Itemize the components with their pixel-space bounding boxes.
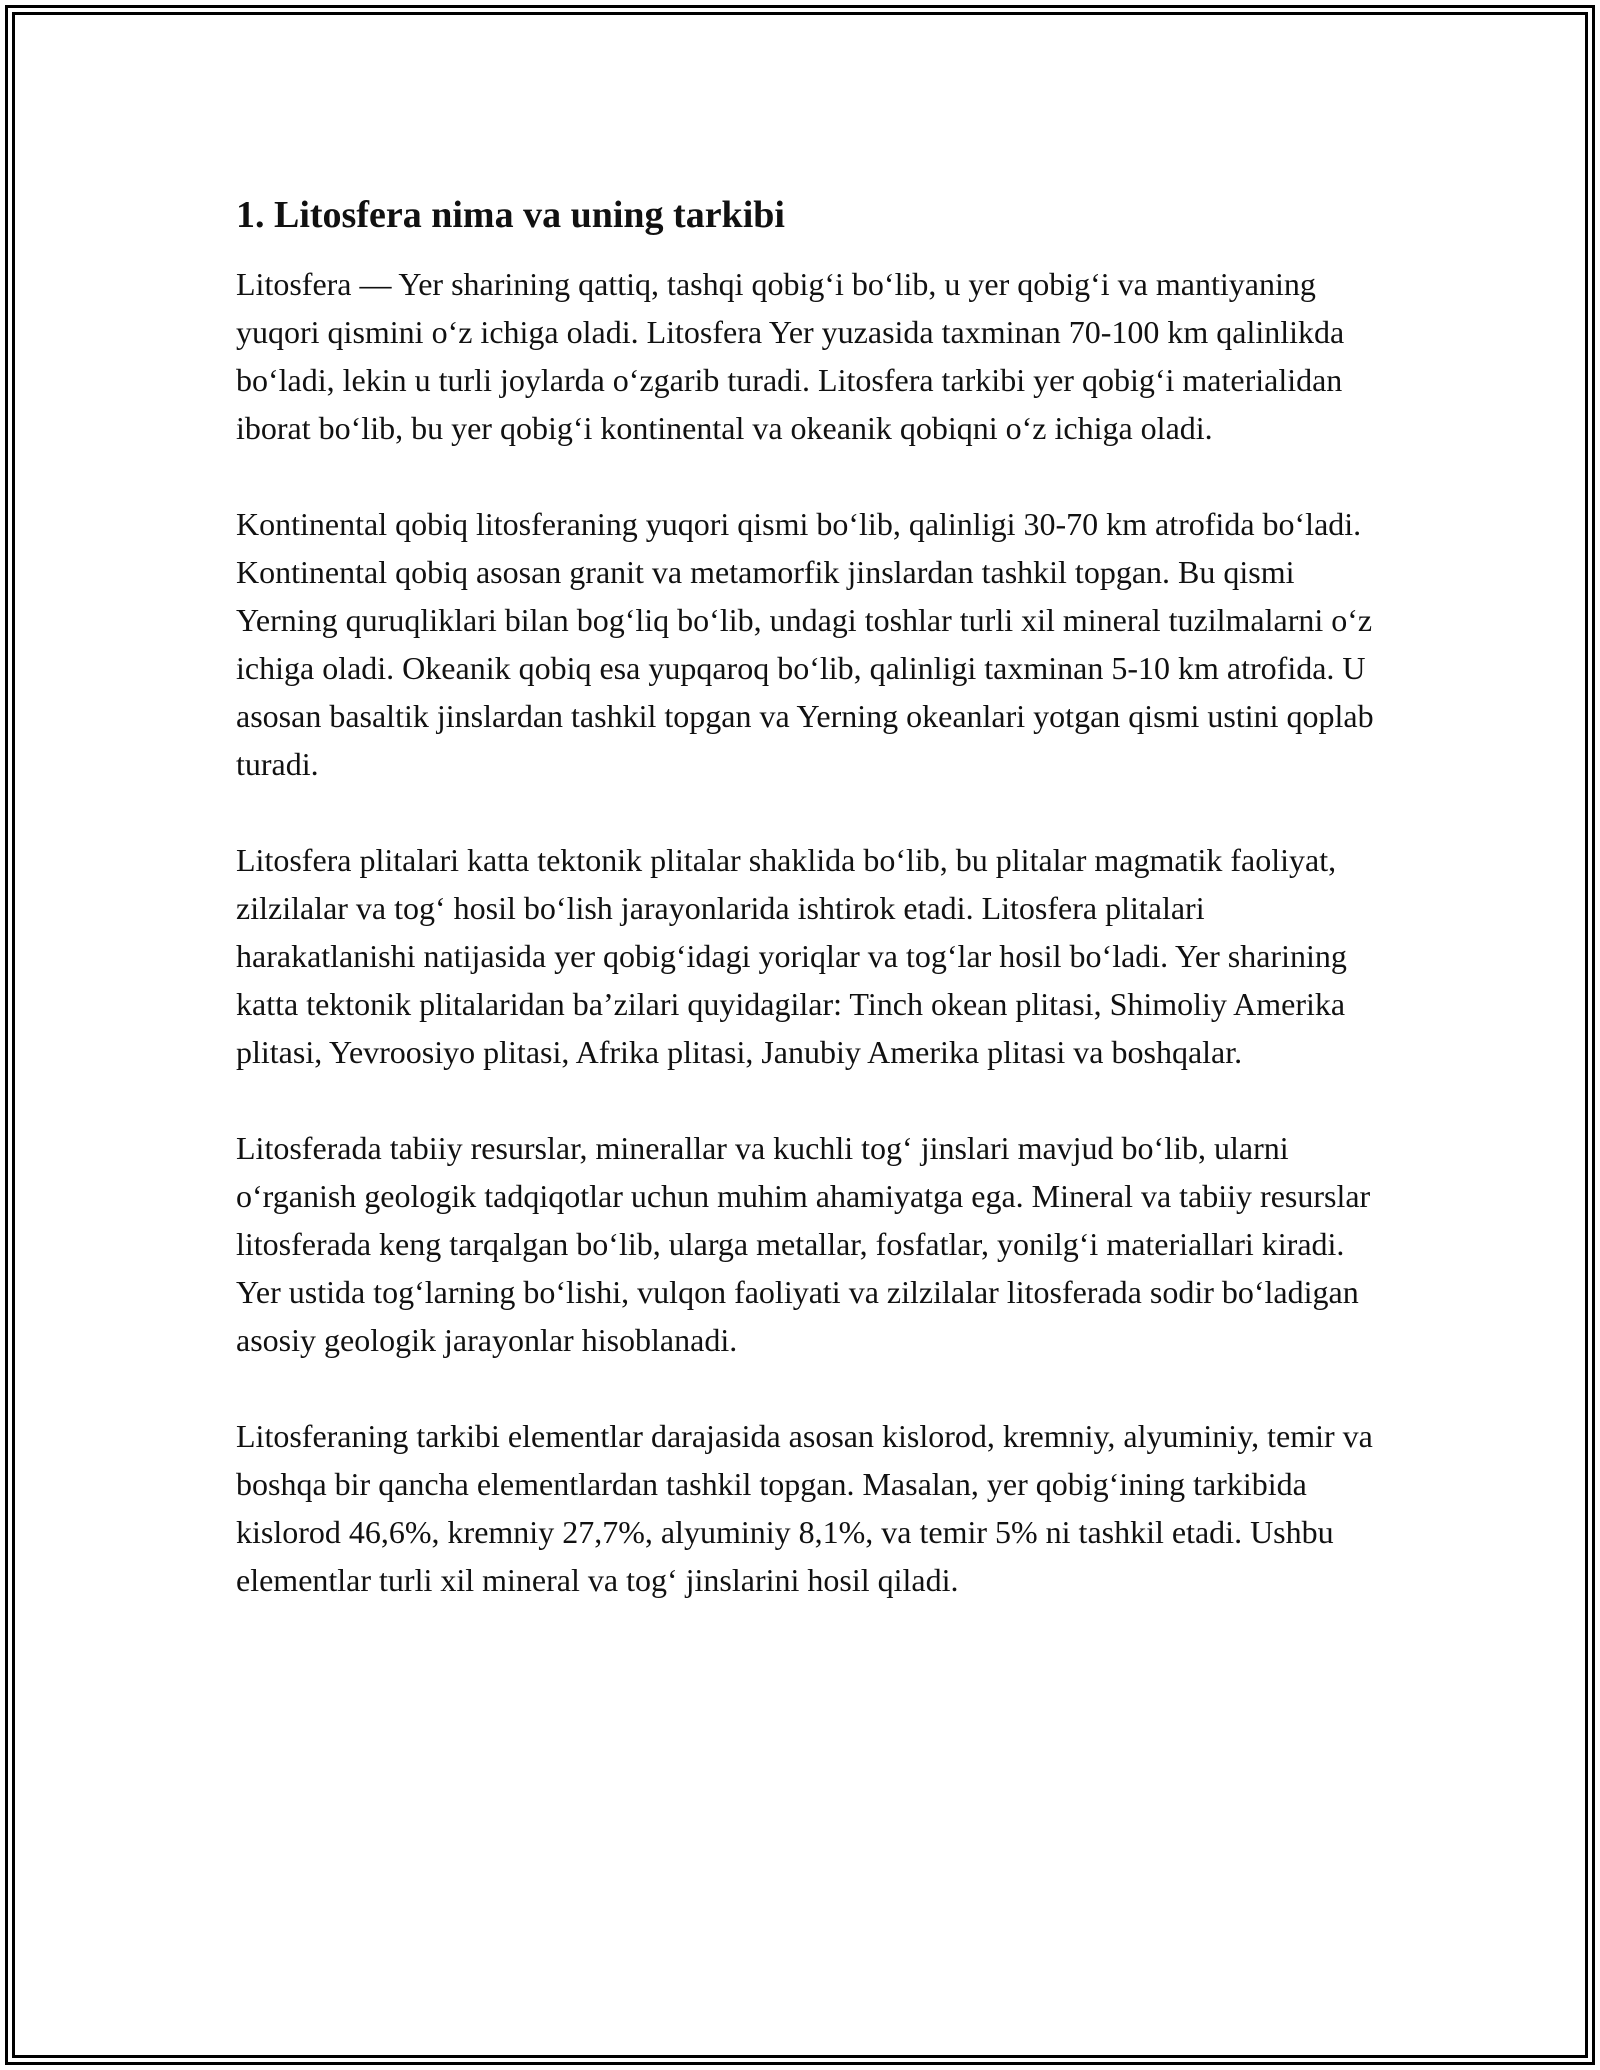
- paragraph-3: Litosfera plitalari katta tektonik plitalar shaklida bo‘lib, bu plitalar magmatik faoliyat, zilzilalar va tog‘ hosil bo‘lish jarayonlarida ishtirok etadi. Litosfera plitalari harakatlanishi natijasida yer qobig‘idagi yoriqlar va tog‘lar hosil bo‘ladi. Yer sharining katta tektonik plitalaridan ba’zilari quyidagilar: Tinch okean plitasi, Shimoliy Amerika plitasi, Yevroosiyo plitasi, Afrika plitasi, Janubiy Amerika plitasi va boshqalar.: [236, 842, 1347, 1070]
- section-heading: 1. Litosfera nima va uning tarkibi: [236, 194, 785, 236]
- document-body: [236, 190, 1386, 1652]
- paragraph-5: Litosferaning tarkibi elementlar darajasida asosan kislorod, kremniy, alyuminiy, temir va boshqa bir qancha elementlardan tashkil topgan. Masalan, yer qobig‘ining tarkibida kislorod 46,6%, kremniy 27,7%, alyuminiy 8,1%, va temir 5% ni tashkil etadi. Ushbu elementlar turli xil mineral va tog‘ jinslarini hosil qiladi.: [236, 1418, 1373, 1598]
- paragraph-4: Litosferada tabiiy resurslar, minerallar va kuchli tog‘ jinslari mavjud bo‘lib, ularni o‘rganish geologik tadqiqotlar uchun muhim ahamiyatga ega. Mineral va tabiiy resurslar litosferada keng tarqalgan bo‘lib, ularga metallar, fosfatlar, yonilg‘i materiallari kiradi. Yer ustida tog‘larning bo‘lishi, vulqon faoliyati va zilzilalar litosferada sodir bo‘ladigan asosiy geologik jarayonlar hisoblanadi.: [236, 1130, 1371, 1358]
- paragraph-2: Kontinental qobiq litosferaning yuqori qismi bo‘lib, qalinligi 30-70 km atrofida bo‘ladi. Kontinental qobiq asosan granit va metamorfik jinslardan tashkil topgan. Bu qismi Yerning quruqliklari bilan bog‘liq bo‘lib, undagi toshlar turli xil mineral tuzilmalarni o‘z ichiga oladi. Okeanik qobiq esa yupqaroq bo‘lib, qalinligi taxminan 5-10 km atrofida. U asosan basaltik jinslardan tashkil topgan va Yerning okeanlari yotgan qismi ustini qoplab turadi.: [236, 506, 1374, 782]
- paragraph-1: Litosfera — Yer sharining qattiq, tashqi qobig‘i bo‘lib, u yer qobig‘i va mantiyaning yuqori qismini o‘z ichiga oladi. Litosfera Yer yuzasida taxminan 70-100 km qalinlikda bo‘ladi, lekin u turli joylarda o‘zgarib turadi. Litosfera tarkibi yer qobig‘i materialidan iborat bo‘lib, bu yer qobig‘i kontinental va okeanik qobiqni o‘z ichiga oladi.: [236, 266, 1345, 446]
